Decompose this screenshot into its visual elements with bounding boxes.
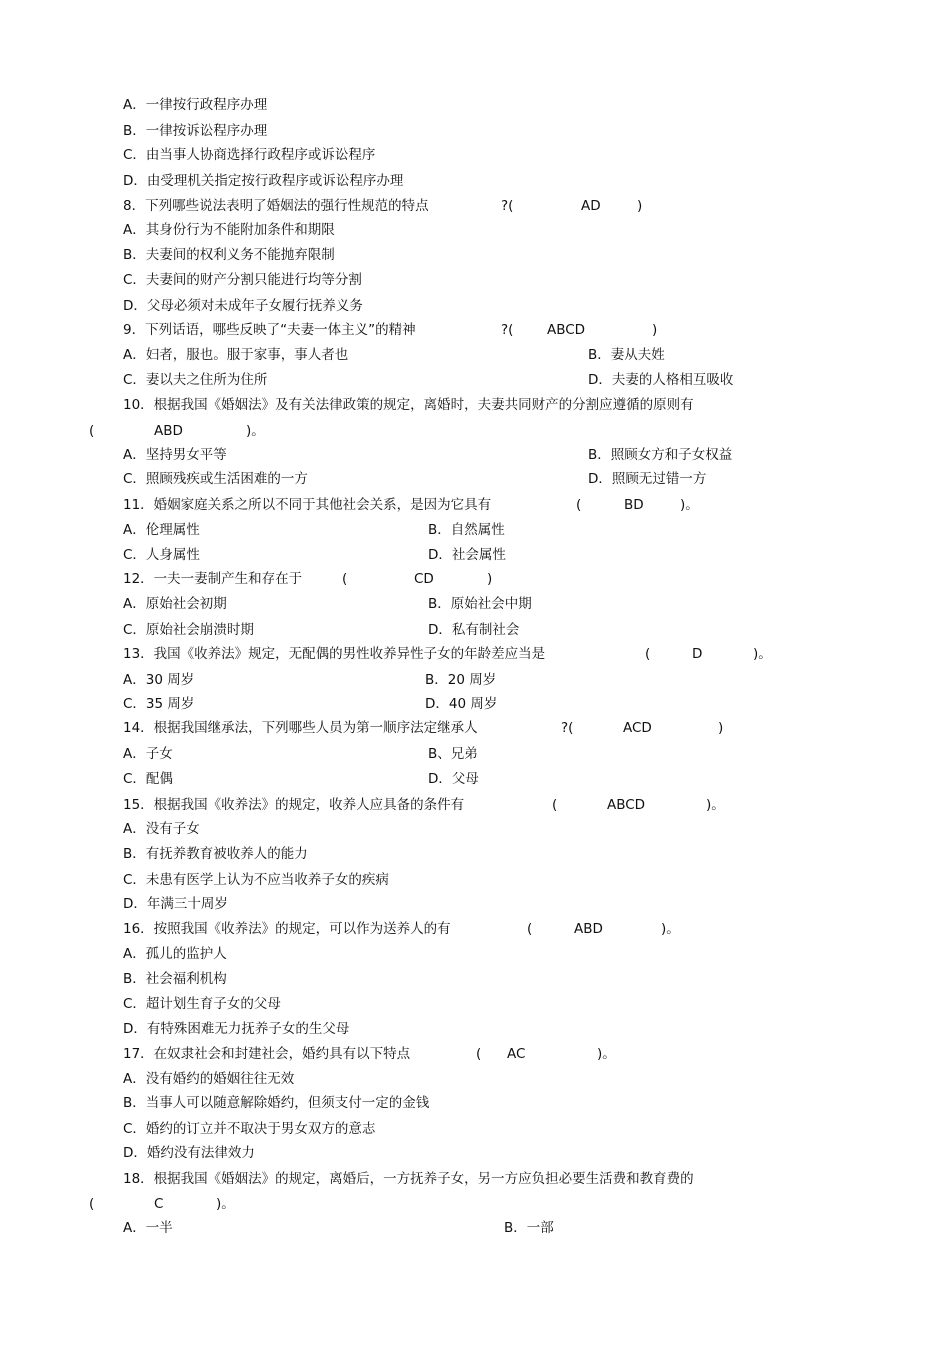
q12-answer: CD — [414, 571, 434, 587]
q16-answer: ABD — [574, 921, 603, 937]
q15-option-a: A．没有子女 — [123, 821, 200, 837]
q10-option-a: A．坚持男女平等 — [123, 447, 227, 463]
q17-option-d: D．婚约没有法律效力 — [123, 1145, 255, 1161]
q13-option-a: A．30 周岁 — [123, 672, 195, 688]
q11-close: )。 — [680, 497, 699, 513]
q14-answer: ACD — [623, 720, 652, 736]
q16-close: )。 — [661, 921, 680, 937]
q13-answer: D — [692, 646, 703, 662]
q18-open: ( — [89, 1196, 95, 1212]
q12-option-d: D．私有制社会 — [428, 622, 520, 638]
q9-stem: 9．下列话语，哪些反映了“夫妻一体主义”的精神 — [123, 322, 416, 338]
q13-option-b: B．20 周岁 — [425, 672, 497, 688]
q17-option-c: C．婚约的订立并不取决于男女双方的意志 — [123, 1121, 376, 1137]
q12-option-b: B．原始社会中期 — [428, 596, 532, 612]
q14-option-a: A．子女 — [123, 746, 173, 762]
q9-open: ?( — [501, 322, 514, 338]
q13-option-c: C．35 周岁 — [123, 696, 195, 712]
q12-close: ) — [487, 571, 493, 587]
q14-option-b: B、兄弟 — [428, 746, 478, 762]
q8-stem: 8．下列哪些说法表明了婚姻法的强行性规范的特点 — [123, 198, 429, 214]
q8-answer: AD — [581, 198, 601, 214]
q7-option-a: A．一律按行政程序办理 — [123, 97, 268, 113]
q11-option-c: C．人身属性 — [123, 547, 200, 563]
q18-option-b: B．一部 — [504, 1220, 554, 1236]
q9-answer: ABCD — [547, 322, 586, 338]
q13-open: ( — [645, 646, 651, 662]
q7-option-c: C．由当事人协商选择行政程序或诉讼程序 — [123, 147, 376, 163]
q10-close: )。 — [246, 423, 265, 439]
q14-option-d: D．父母 — [428, 771, 479, 787]
q9-option-d: D．夫妻的人格相互吸收 — [588, 372, 734, 388]
q17-answer: AC — [507, 1046, 526, 1062]
q10-answer: ABD — [154, 423, 183, 439]
q15-option-c: C．未患有医学上认为不应当收养子女的疾病 — [123, 872, 389, 888]
q17-option-b: B．当事人可以随意解除婚约，但须支付一定的金钱 — [123, 1095, 430, 1111]
q13-option-d: D．40 周岁 — [425, 696, 498, 712]
q11-answer: BD — [624, 497, 644, 513]
q8-option-b: B．夫妻间的权利义务不能抛弃限制 — [123, 247, 335, 263]
q12-option-a: A．原始社会初期 — [123, 596, 227, 612]
q12-option-c: C．原始社会崩溃时期 — [123, 622, 254, 638]
q13-stem: 13．我国《收养法》规定，无配偶的男性收养异性子女的年龄差应当是 — [123, 646, 546, 662]
q12-stem: 12．一夫一妻制产生和存在于 — [123, 571, 303, 587]
q9-close: ) — [652, 322, 658, 338]
q10-stem: 10．根据我国《婚姻法》及有关法律政策的规定，离婚时，夫妻共同财产的分割应遵循的原则有 — [123, 397, 694, 413]
q11-open: ( — [576, 497, 582, 513]
q9-option-a: A．妇者，服也。服于家事，事人者也 — [123, 347, 349, 363]
q15-stem: 15．根据我国《收养法》的规定，收养人应具备的条件有 — [123, 797, 465, 813]
q9-option-c: C．妻以夫之住所为住所 — [123, 372, 268, 388]
q16-option-c: C．超计划生育子女的父母 — [123, 996, 281, 1012]
q8-open: ?( — [501, 198, 514, 214]
q18-answer: C — [154, 1196, 164, 1212]
q10-option-b: B．照顾女方和子女权益 — [588, 447, 733, 463]
q11-stem: 11．婚姻家庭关系之所以不同于其他社会关系，是因为它具有 — [123, 497, 492, 513]
q16-stem: 16．按照我国《收养法》的规定，可以作为送养人的有 — [123, 921, 451, 937]
q15-option-b: B．有抚养教育被收养人的能力 — [123, 846, 308, 862]
q7-option-d: D．由受理机关指定按行政程序或诉讼程序办理 — [123, 173, 404, 189]
q10-option-c: C．照顾残疾或生活困难的一方 — [123, 471, 308, 487]
q16-option-d: D．有特殊困难无力抚养子女的生父母 — [123, 1021, 350, 1037]
q15-open: ( — [552, 797, 558, 813]
q16-open: ( — [527, 921, 533, 937]
q17-close: )。 — [597, 1046, 616, 1062]
q14-close: ) — [718, 720, 724, 736]
q11-option-b: B．自然属性 — [428, 522, 505, 538]
q17-stem: 17．在奴隶社会和封建社会，婚约具有以下特点 — [123, 1046, 411, 1062]
q8-option-a: A．其身份行为不能附加条件和期限 — [123, 222, 335, 238]
q18-close: )。 — [216, 1196, 235, 1212]
q11-option-d: D．社会属性 — [428, 547, 506, 563]
q14-open: ?( — [561, 720, 574, 736]
q8-option-c: C．夫妻间的财产分割只能进行均等分割 — [123, 272, 362, 288]
q16-option-a: A．孤儿的监护人 — [123, 946, 227, 962]
q18-stem: 18．根据我国《婚姻法》的规定，离婚后，一方抚养子女，另一方应负担必要生活费和教育费的 — [123, 1171, 694, 1187]
q14-option-c: C．配偶 — [123, 771, 173, 787]
q12-open: ( — [342, 571, 348, 587]
q18-option-a: A．一半 — [123, 1220, 173, 1236]
q11-option-a: A．伦理属性 — [123, 522, 200, 538]
q9-option-b: B．妻从夫姓 — [588, 347, 665, 363]
q15-answer: ABCD — [607, 797, 646, 813]
q13-close: )。 — [753, 646, 772, 662]
q17-open: ( — [476, 1046, 482, 1062]
q15-option-d: D．年满三十周岁 — [123, 896, 228, 912]
q10-open: ( — [89, 423, 95, 439]
q15-close: )。 — [706, 797, 725, 813]
q14-stem: 14．根据我国继承法，下列哪些人员为第一顺序法定继承人 — [123, 720, 478, 736]
q17-option-a: A．没有婚约的婚姻往往无效 — [123, 1071, 295, 1087]
q7-option-b: B．一律按诉讼程序办理 — [123, 123, 268, 139]
q10-option-d: D．照顾无过错一方 — [588, 471, 707, 487]
q8-close: ) — [637, 198, 643, 214]
q16-option-b: B．社会福利机构 — [123, 971, 227, 987]
q8-option-d: D．父母必须对未成年子女履行抚养义务 — [123, 298, 363, 314]
